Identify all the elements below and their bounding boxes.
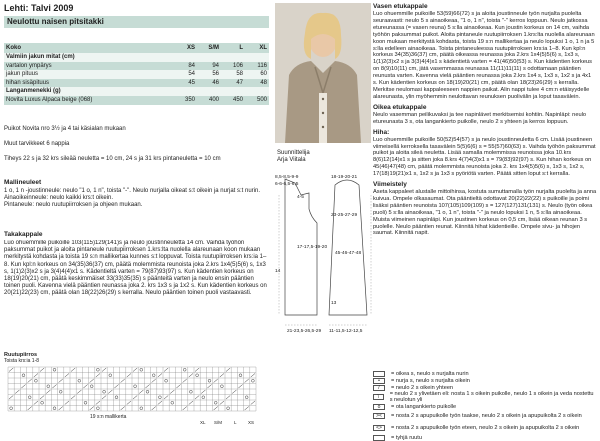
legend-text: = nurja s, neulo s nurjalta oikein [391,377,470,384]
row-value: 400 [197,96,221,105]
diagram-label: 4-5 [297,195,304,200]
table-row [4,62,269,71]
size-marker: XL [200,420,206,425]
legend-item [373,434,597,441]
symbol-legend [373,370,597,441]
ssk-symbol-icon: \ [373,394,384,400]
size-header-cell: S/M [197,43,221,53]
diagram-label: 14 [275,269,281,274]
row-value: 54 [173,70,197,79]
measure-title-row [4,53,269,62]
instructions-column [373,3,597,240]
diagram-label: 45-46-47-48 [335,251,362,256]
row-label: hihan sisäpituus [4,79,173,88]
legend-text: = nosta 2 s apupuikolle työn eteen, neulo 2 s oikein ja apupuikolta 2 s oikein [391,425,580,431]
right-front-heading: Oikea etukappale [373,103,427,111]
diagram-label: 18-19-20-21 [331,175,358,180]
diagram-label: 8,5-8,5-9-9 [275,175,299,180]
row-value: 106 [221,62,245,71]
legend-item [373,377,597,384]
legend-item [373,370,597,377]
left-front-text: Luo ohuemmille puikoille 53(59)66(72) s ja aloita joustinneule työn nurjalta puolelta seuraavasti: neulo 5 s ainaoikeaa, "1 o, 1 n", toista "-" kerros loppuun. Neulo jatkossa etureunassa (= vasen reuna) 5 s:lla ainaoikeaa. Kun joustin korkeus on 14 cm, vaihda työhön paksummat puikot. Aloita pintaneule ruutupiirroksen 1.krs:lta nuolella alareunaan koon mukaan merkitystä kohdasta, toista 19 s:n mallikertaa ja neulo lopuksi 1 o, 1 n ja 5 s:lla edelleen ainaoikeaa. Toista pintaneuleessa ruutupiirroksen krs:ia 1–8. Kun kpl:n korkeus 34(35)36(37) cm, päätä oikeassa reunassa joka 2.krs 1x4(5)5(6) s, 1x3 s, 1(1)2(3)x2 s ja 3(3)4(4)x1 s kädentietä varten = 41(46)50(53) s. Kun kädentien korkeus on 8(9)10(11) cm, jätä vasemmassa reunassa 11(11)11(11) s odottamaan pääntien reunusta varten. Kavenna vielä pääntien reunassa joka 2.krs 1x4 s, 1x3 s, 1x2 s ja 4x1 s. Kun kädentien korkeus on 18(19)20(21) cm, päätä olan 18(23)26(29) s kerralla. Merkitse neulomasi kappaleeseen nappien paikat. Alin nappi tulee 4 cm:n etäisyydelle alareunasta, ylin myöhemmin neulottavan reunuksen puolivälin ja loput tasavälein. [373,11,595,100]
legend-item [373,391,597,403]
table-row [4,79,269,88]
cable-front-symbol-icon: <> [373,425,385,431]
size-header-cell: XS [173,43,197,53]
sleeve-heading: Hiha: [373,128,390,136]
cable-back-symbol-icon: >< [373,413,385,419]
size-header-cell: L [221,43,245,53]
row-value: 56 [197,70,221,79]
repeat-label: 19 s:n mallikerta [90,414,127,420]
size-header-row [4,43,269,53]
legend-text: = ota langankierto puikolle [391,403,457,410]
row-value: 350 [173,96,197,105]
row-value: 47 [221,79,245,88]
magazine-label: Lehti: Talvi 2009 [4,3,74,13]
row-value: 48 [245,79,269,88]
knitting-chart [4,352,266,434]
measure-title: Valmiin jakun mitat (cm) [4,53,269,62]
size-table [4,43,269,105]
size-marker: S/M [214,420,223,425]
yarn-title: Langanmenekki (g) [4,87,269,96]
chart-grid [4,365,266,413]
diagram-label: 11-11,5-12-12,5 [329,329,363,334]
schematic-diagram [275,150,373,355]
row-value: 60 [245,70,269,79]
size-header-cell: XL [245,43,269,53]
right-front-section [373,104,597,126]
size-marker: L [234,420,237,425]
legend-item [373,422,597,434]
legend-item [373,384,597,391]
table-row [4,96,269,105]
designer-label: Suunnittelija [277,150,310,156]
row-value: 450 [221,96,245,105]
page-title: Neulottu naisen pitsitakki [4,16,269,28]
sleeve-text: Luo ohuemmille puikoille 50(52)54(57) s ja neulo joustinneuletta 6 cm. Lisää joustineen viimeisellä kerroksella tasavälein 5(5)6(6) s = 55(57)60(63) s. Vaihda työhön paksummat puikot ja aloita sileä neuletta. Lisää samalla molemmissa reunoissa joka 10.krs 8(6)12(14)x1 s ja sitten joka 8.krs 4(7)4(3)x1 s = 79(83)92(97) s. Kun hihan korkeus on 45(46)47(48) cm, päätä molemmista reunoista joka 2. krs 1x4(5)5(6) s, 1x3 s, 1x2 s, 17(18)19(21)x1 s, 1x2 s ja 1x3 s pyöriötä varten. Päätä sitten loput s:t kerralla. [373,136,596,178]
row-value: 94 [197,62,221,71]
table-row [4,70,269,79]
legend-text: = oikea s, neulo s nurjalta nurin [391,370,469,377]
chart-title: Ruutupiirros [4,352,37,358]
diagram-label: 13 [331,301,337,306]
finishing-section [373,181,597,237]
yarn-over-symbol-icon: o [373,404,385,410]
model-photo [275,3,371,143]
chart-subtitle: Toista krs:ia 1-8 [4,358,40,364]
back-piece-heading: Takakappale [4,231,43,238]
left-front-section [373,3,597,101]
row-value: 45 [173,79,197,88]
left-front-heading: Vasen etukappale [373,3,428,10]
finishing-text: Aseta kappaleet alustalle mittoihinsa, kostuta sumuttamalla työn nurjalta puolelta ja anna kuivua. Ompele olkasaumat. Ota pääntieltä odottavat 20(22)22(22) s puikoille ja poimi lisäksi pääntien reunoista 107(105)109(109) s = 127(127)131(131) s. Neulo (työn oikea puoli) 5 s:lla ainaoikeaa, "1 o, 1 n", toista "-" ja neulo lopuksi 1 n, 5 s:lla ainaoikeaa. Muista viimeinen napinläpi. Kun joustinen korkeus on 0,5 cm, lisää oikean reunan 3 s puolelle. Neulo pääntien reunat. Kiinnitä hihat kädentieille. Ompele sivu- ja hihojen saumat. Kiinnitä napit. [373,189,597,237]
finishing-heading: Viimeistely [373,181,407,189]
purl-symbol-icon: • [373,378,385,384]
back-piece-text: Luo ohuemmille puikoille 103(115)129(141)s ja neulo joustinneuletta 14 cm. Vaihda työhön paksummat puikot ja aloita pintaneule ruutupiirroksen 1.krs:lta nuolella alareunaan koon mukaan merkitystä kohdasta ja toista 19 s:n mallikertaa kunnes s:t loppuvat. Toista ruutupiirroksen krs:ia 1–8. Kun kpl:n korkeus on 34(35)36(37) cm, päätä molemmista reunoista joka 2.krs 1x4(5)5(6) s, 1x3 s, 1(1)2(3)x2 s ja 3(4)4(4)x1 s. Kädentieltä varten = 79(87)93(97) s. Kun kädentien korkeus on 18(19)20(21) cm, päätä keskimmäiset 33(33)35(35) s päänteitä varten ja neulo ensin pääntien toinen puoli. Kavenna vielä pääntien reunassa joka 2. krs 1x3 s ja 1x2 s. Kun kädentien korkeus on 20(21)22(23) cm, päätä olan 18(22)26(29) s kerralla. Neulo pääntien toinen puoli vastaavasti. [4,240,267,297]
right-front-text: Neulo vasemman peilikuvaksi ja tee napinlävet merkitsemisi kohtiin. Napinläpi: neulo etureunasta 3 s, ota langankierto puikolle, neulo 2 s yhteen ja kerros loppuun. [373,111,587,125]
size-header-cell: Koko [4,43,173,53]
row-label: vartalon ympärys [4,62,173,71]
sleeve-outline [329,180,367,315]
row-label: Novita Luxus Alpaca beige (068) [4,96,173,105]
diagram-label: 21-23,5-26,5-29 [287,329,322,334]
row-value: 84 [173,62,197,71]
stitch-patterns-text: 1 o, 1 n -joustinneule: neulo "1 o, 1 n", toista "-". Neulo nurjalla oikeat s:t oikein ja nurjat s:t nurin. Ainaoikeinneule: neulo kaikki krs:t oikein. Pintaneule: neulo ruutupiirroksen ja ohjeen mukaan. [4,188,260,209]
row-value: 46 [197,79,221,88]
row-value: 500 [245,96,269,105]
designer-name: Arja Viitala [277,157,306,163]
empty-square-icon [373,435,385,441]
legend-text: = tyhjä ruutu [391,434,422,441]
other-supplies-text: Muut tarvikkeet 6 nappia [4,141,70,147]
legend-text: = nosta 2 s apupuikolle työn taakse, neulo 2 s oikein ja apupuikolta 2 s oikein [391,413,582,419]
needles-text: Puikot Novita nro 3½ ja 4 tai käsialan mukaan [4,126,126,132]
stitch-patterns-heading: Mallineuleet [4,179,42,186]
legend-text: = neulo 2 s oikein yhteen [391,384,454,391]
legend-item [373,410,597,422]
gauge-text: Tiheys 22 s ja 32 krs sileää neuletta = 10 cm, 24 s ja 31 krs pintaneuletta = 10 cm [4,156,221,162]
diagram-label: 6-6-6,5-6,5 [275,182,299,187]
yarn-title-row [4,87,269,96]
row-value: 58 [221,70,245,79]
size-marker: XS [248,420,255,425]
diagram-label: 23-25-27-29 [331,213,358,218]
diagram-label: 17-17,5-19-20 [297,245,328,250]
row-label: jakun pituus [4,70,173,79]
row-value: 116 [245,62,269,71]
knit-symbol-icon [373,371,385,377]
legend-text: = neulo 2 s ylivetäen eli: nosta 1 s oikein puikolle, neulo 1 s oikein ja veda nostettu s neulotun yli [389,391,594,403]
k2tog-symbol-icon: / [373,385,385,391]
sleeve-section [373,129,597,178]
legend-item [373,403,597,410]
